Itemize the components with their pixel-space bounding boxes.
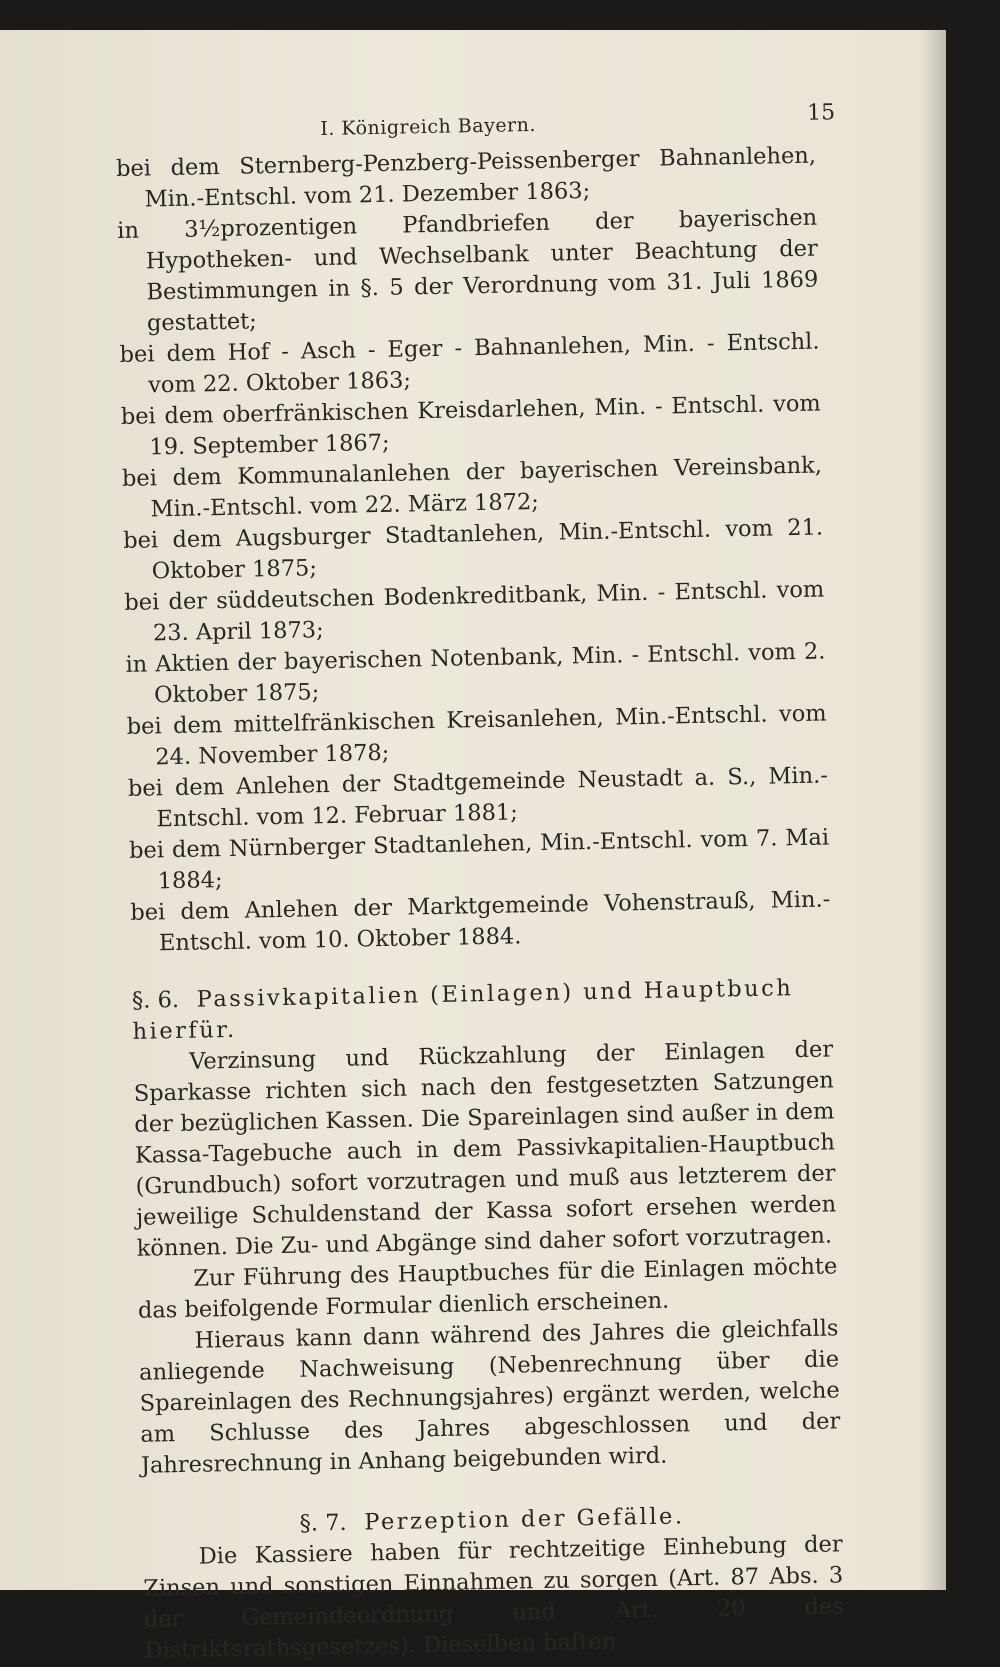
section-6-paragraph: Hieraus kann dann während des Jahres die gleichfalls anliegende Nachweisung (Nebenrechnung über die Spareinlagen des Rechnungsjahres) ergänzt werden, welche am Schlusse des Jahres abgeschlossen und der Jahresrechnung in Anhang beigebunden wird. <box>138 1315 841 1479</box>
list-item: bei dem Nürnberger Stadtanlehen, Min.-Entschl. vom 7. Mai 1884; <box>128 824 830 895</box>
list-item: bei dem oberfränkischen Kreisdarlehen, Min. - Entschl. vom 19. September 1867; <box>120 390 821 461</box>
list-item: bei dem Augsburger Stadtanlehen, Min.-Entschl. vom 21. Oktober 1875; <box>122 514 824 585</box>
list-item: bei der süddeutschen Bodenkreditbank, Min. - Entschl. vom 23. April 1873; <box>124 576 825 647</box>
section-7-number: §. 7. <box>299 1509 347 1537</box>
list-item: bei dem Kommunalanlehen der bayerischen Vereinsbank, Min.-Entschl. vom 22. März 1872; <box>121 452 823 523</box>
running-head: I. Königreich Bayern. <box>320 113 537 141</box>
list-item: bei dem Sternberg-Penzberg-Peissenberger Bahnanlehen, Min.-Entschl. vom 21. Dezember 1863; <box>115 142 817 213</box>
list-item: bei dem Anlehen der Marktgemeinde Vohenstrauß, Min.-Entschl. vom 10. Oktober 1884. <box>130 886 831 957</box>
page-edge-shadow <box>920 30 946 1590</box>
list-item: in 3½prozentigen Pfandbriefen der bayerischen Hypotheken- und Wechselbank unter Beachtung der Bestimmungen in §. 5 der Verordnung vom 31. Juli 1869 gestattet; <box>116 204 819 337</box>
book-page <box>0 30 946 1664</box>
list-item: in Aktien der bayerischen Notenbank, Min. - Entschl. vom 2. Oktober 1875; <box>125 638 826 709</box>
section-6-paragraph: Verzinsung und Rückzahlung der Einlagen der Sparkasse richten sich nach den festgesetzten Satzungen der bezüglichen Kassen. Die Spareinlagen sind außer in dem Kassa-Tagebuche auch in dem Passivkapitalien-Hauptbuch (Grundbuch) sofort vorzutragen und muß aus letzterem der jeweilige Schuldenstand der Kassa sofort ersehen werden können. Die Zu- und Abgänge sind daher sofort vorzutragen. <box>133 1036 837 1262</box>
section-7-title: Perzeption der Gefälle. <box>364 1503 685 1536</box>
section-7-paragraph: Die Kassiere haben für rechtzeitige Einhebung der Zinsen und sonstigen Einnahmen zu sorgen (Art. 87 Abs. 3 der Gemeindeordnung und Art. 20 des Distriktsrathsgesetzes). Dieselben haften <box>143 1531 845 1664</box>
list-item: bei dem mittelfränkischen Kreisanlehen, Min.-Entschl. vom 24. November 1878; <box>126 700 827 771</box>
list-item: bei dem Anlehen der Stadtgemeinde Neustadt a. S., Min.-Entschl. vom 12. Februar 1881; <box>127 762 829 833</box>
list-item: bei dem Hof - Asch - Eger - Bahnanlehen, Min. - Entschl. vom 22. Oktober 1863; <box>119 328 820 399</box>
section-6-title: Passivkapitalien (Einlagen) und Hauptbuch hierfür. <box>132 975 794 1045</box>
page-content <box>115 101 845 1667</box>
page-number: 15 <box>806 100 836 126</box>
section-6-number: §. 6. <box>131 986 180 1014</box>
section-6-paragraph: Zur Führung des Hauptbuches für die Einlagen möchte das beifolgende Formular dienlich erscheinen. <box>137 1253 838 1324</box>
investment-list <box>116 141 831 960</box>
